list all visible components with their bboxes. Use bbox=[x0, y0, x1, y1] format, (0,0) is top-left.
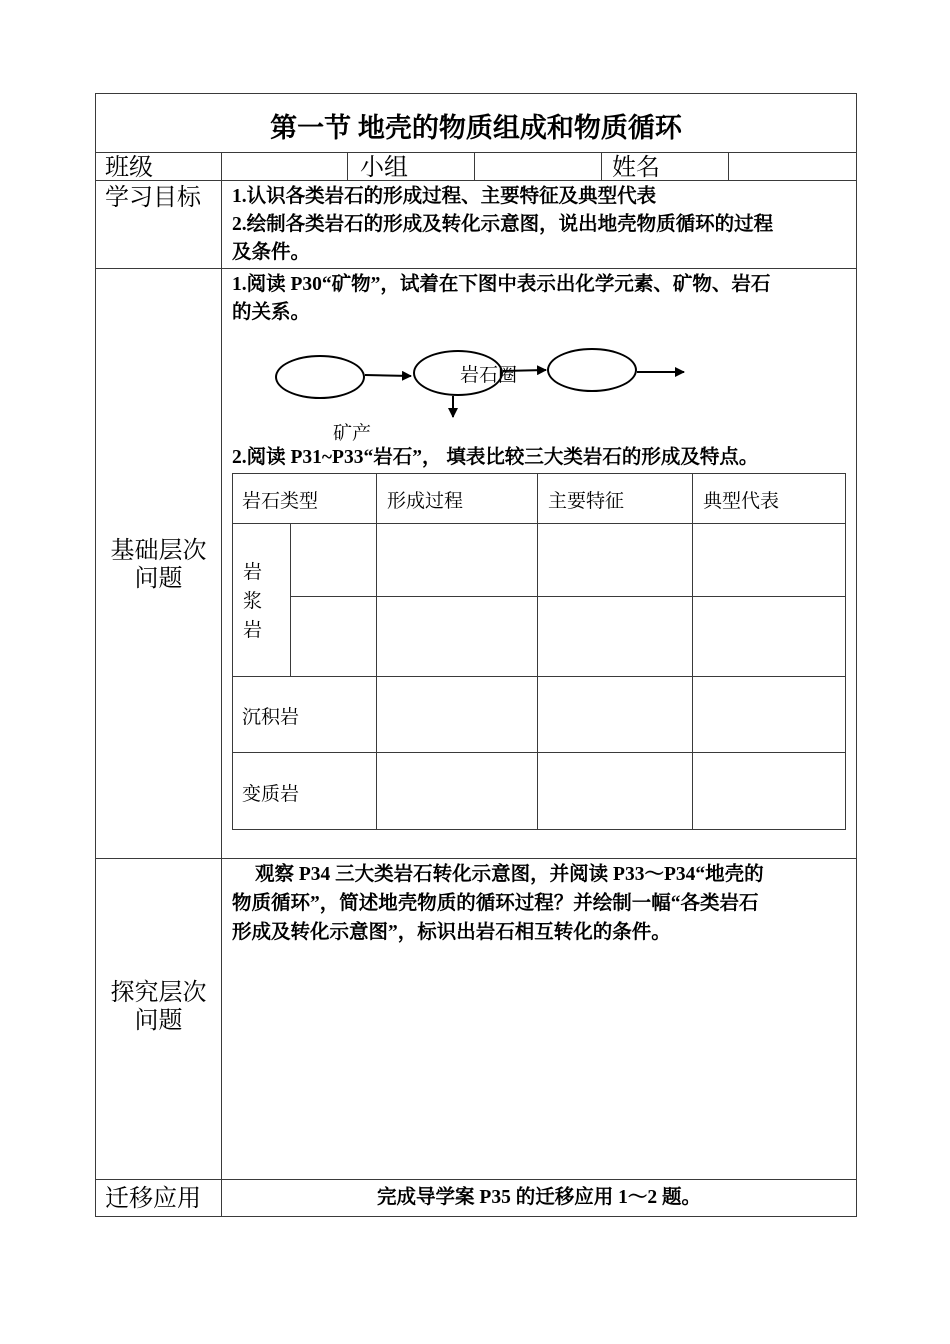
inner-col-3 bbox=[692, 473, 693, 830]
table-header-examples: 典型代表 bbox=[703, 490, 780, 512]
objectives-line-1: 1.认识各类岩石的形成过程、主要特征及典型代表 bbox=[232, 186, 657, 207]
inner-row-sedimentary-end bbox=[232, 752, 846, 753]
inner-table-right bbox=[845, 473, 846, 830]
diagram-bottom-label: 矿产 bbox=[333, 422, 372, 444]
name-label: 姓名 bbox=[612, 153, 660, 181]
outer-border-bottom bbox=[95, 1216, 857, 1217]
basic-q2: 2.阅读 P31~P33“岩石”， 填表比较三大类岩石的形成及特点。 bbox=[232, 447, 759, 468]
diagram-center-label: 岩石圈 bbox=[460, 364, 518, 386]
metamorphic-rock-label: 变质岩 bbox=[242, 783, 300, 805]
explore-line-3: 形成及转化示意图”，标识出岩石相互转化的条件。 bbox=[232, 922, 671, 943]
class-label: 班级 bbox=[105, 153, 153, 181]
inner-col-1 bbox=[376, 473, 377, 830]
table-header-rock-type: 岩石类型 bbox=[242, 490, 319, 512]
inner-row-magmatic-end bbox=[232, 676, 846, 677]
arrow-element-to-mineral bbox=[365, 375, 411, 376]
transfer-label: 迁移应用 bbox=[105, 1184, 201, 1212]
objectives-label: 学习目标 bbox=[105, 183, 201, 211]
basic-label-line-2: 问题 bbox=[134, 564, 183, 592]
magmatic-rock-label: 岩 浆 岩 bbox=[243, 561, 263, 641]
explore-label-line-2: 问题 bbox=[134, 1006, 183, 1034]
inner-table-top bbox=[232, 473, 846, 474]
group-label: 小组 bbox=[360, 153, 408, 181]
explore-line-1: 观察 P34 三大类岩石转化示意图，并阅读 P33～P34“地壳的 bbox=[255, 864, 764, 885]
row-divider-explore bbox=[95, 1179, 857, 1180]
basic-q1-line-1: 1.阅读 P30“矿物”，试着在下图中表示出化学元素、矿物、岩石 bbox=[232, 274, 771, 295]
table-header-features: 主要特征 bbox=[548, 490, 625, 512]
transfer-text: 完成导学案 P35 的迁移应用 1～2 题。 bbox=[377, 1187, 701, 1208]
inner-table-left bbox=[232, 473, 233, 830]
table-header-formation: 形成过程 bbox=[387, 490, 464, 512]
inner-table-bottom bbox=[232, 829, 846, 830]
basic-q1-line-2: 的关系。 bbox=[232, 302, 311, 323]
inner-col-2 bbox=[537, 473, 538, 830]
basic-label-line-1: 基础层次 bbox=[110, 536, 207, 564]
sedimentary-rock-label: 沉积岩 bbox=[242, 706, 300, 728]
inner-subcol bbox=[290, 523, 291, 676]
explore-label-line-1: 探究层次 bbox=[110, 978, 207, 1006]
objectives-line-3: 及条件。 bbox=[232, 242, 311, 263]
page-title: 第一节 地壳的物质组成和物质循环 bbox=[270, 113, 682, 143]
inner-row-magmatic-mid bbox=[290, 596, 846, 597]
row-divider-basic bbox=[95, 858, 857, 859]
objectives-line-2: 2.绘制各类岩石的形成及转化示意图，说出地壳物质循环的过程 bbox=[232, 214, 774, 235]
explore-label bbox=[96, 978, 221, 1034]
basic-label bbox=[96, 536, 221, 592]
inner-row-header bbox=[232, 523, 846, 524]
explore-line-2: 物质循环”，简述地壳物质的循环过程？并绘制一幅“各类岩石 bbox=[232, 893, 759, 914]
